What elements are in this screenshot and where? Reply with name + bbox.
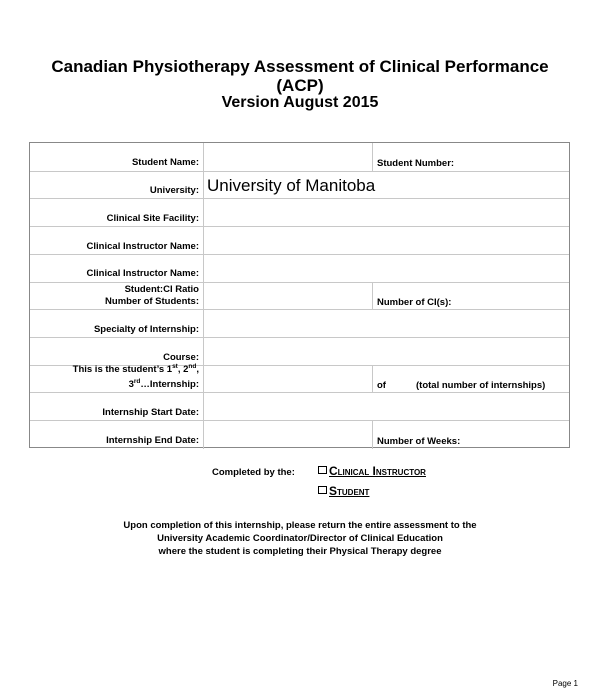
option-label: Clinical Instructor [329, 464, 426, 478]
ci-name-field-2[interactable] [203, 255, 569, 283]
t: , [196, 364, 199, 376]
label: Specialty of Internship: [93, 323, 199, 335]
course-field[interactable] [203, 338, 569, 366]
row-specialty [30, 309, 569, 338]
label: Clinical Site Facility: [106, 213, 199, 225]
label: Number of Weeks: [377, 435, 461, 447]
label: Student Name: [131, 156, 199, 168]
instruction-line: Upon completion of this internship, please return the entire assessment to the [123, 520, 477, 531]
row-clinical-site [30, 198, 569, 227]
label: Clinical Instructor Name: [86, 240, 199, 252]
university-field[interactable] [203, 172, 569, 200]
label-total: (total number of internships) [416, 380, 546, 392]
label: Number of CI(s): [377, 297, 452, 309]
specialty-field[interactable] [203, 310, 569, 338]
option-student[interactable] [318, 484, 369, 498]
weeks-field[interactable] [372, 421, 569, 449]
student-number-field[interactable] [372, 143, 569, 171]
label [30, 361, 199, 391]
t: This is the student’s 1 [72, 364, 173, 376]
label: Student Number: [377, 157, 455, 169]
checkbox-icon[interactable] [318, 486, 327, 494]
checkbox-icon[interactable] [318, 466, 327, 474]
label: Internship Start Date: [102, 406, 199, 418]
label-of: of [377, 380, 386, 392]
title-acronym: (ACP) [276, 76, 324, 95]
row-start-date [30, 392, 569, 421]
instruction-line: where the student is completing their Physical Therapy degree [158, 546, 442, 557]
t: , 2 [177, 364, 189, 376]
label: University: [149, 185, 199, 197]
start-date-field[interactable] [203, 393, 569, 421]
option-label: Student [329, 484, 370, 498]
t: …Internship: [140, 379, 199, 391]
t: 3 [128, 379, 134, 391]
row-ci-name-2 [30, 254, 569, 283]
t: rd [133, 378, 141, 386]
label: Clinical Instructor Name: [86, 268, 199, 280]
row-internship-number [30, 362, 569, 394]
t: nd [188, 362, 197, 370]
completed-by-label: Completed by the: [212, 467, 295, 478]
total-internships-field[interactable] [372, 366, 569, 394]
label [30, 284, 199, 308]
t: st [172, 362, 178, 370]
label-line: Student:CI Ratio [124, 284, 199, 296]
info-form [29, 142, 570, 448]
clinical-site-field[interactable] [203, 199, 569, 227]
ci-name-field-1[interactable] [203, 227, 569, 255]
instruction-line: University Academic Coordinator/Director of Clinical Education [157, 533, 443, 544]
version: Version August 2015 [221, 94, 379, 111]
label: Internship End Date: [106, 434, 199, 446]
row-ci-name-1 [30, 226, 569, 255]
label: Course: [163, 351, 199, 363]
label-line: Number of Students: [105, 296, 199, 308]
row-ratio [30, 282, 569, 311]
row-end-date [30, 420, 569, 449]
option-clinical-instructor[interactable] [318, 464, 426, 478]
title: Canadian Physiotherapy Assessment of Clinical Performance [51, 57, 549, 76]
number-of-ci-field[interactable] [372, 283, 569, 311]
university-value: University of Manitoba [207, 175, 376, 195]
page-number: Page 1 [552, 679, 578, 688]
row-university [30, 171, 569, 200]
row-student-name [30, 143, 569, 171]
